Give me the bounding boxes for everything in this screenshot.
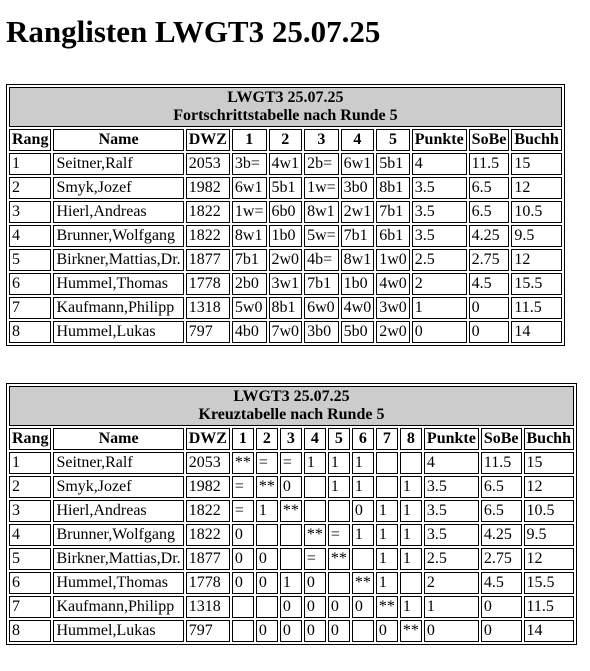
progress-table-cell: 5w= — [304, 225, 339, 247]
progress-table-cell: 1w= — [232, 201, 267, 223]
cross-table-cell: 15.5 — [524, 572, 574, 594]
cross-table-cell: 0 — [280, 596, 302, 618]
progress-table-subtitle: Fortschrittstabelle nach Runde 5 — [173, 107, 398, 124]
progress-table-row — [9, 249, 562, 271]
progress-table-cell: 6w0 — [304, 297, 339, 319]
cross-table-cell: Kaufmann,Philipp — [53, 596, 183, 618]
cross-table-cell: 2 — [9, 476, 51, 498]
progress-table-cell: 4 — [9, 225, 51, 247]
cross-table-cell: Hummel,Thomas — [53, 572, 183, 594]
cross-table-header-cell: Punkte — [424, 428, 479, 450]
progress-table-cell: 1318 — [186, 297, 230, 319]
cross-table-cell: 8 — [9, 620, 51, 642]
progress-table-header-cell: Punkte — [412, 129, 467, 151]
cross-table-cell: 1 — [256, 500, 278, 522]
progress-table-cell: 7w0 — [269, 321, 303, 343]
cross-table-cell: 0 — [304, 572, 326, 594]
cross-table-cell: 3 — [9, 500, 51, 522]
cross-table-cell: Smyk,Jozef — [53, 476, 183, 498]
progress-table-cell: 2b= — [304, 153, 339, 175]
cross-table-row — [9, 452, 574, 474]
cross-table-cell: 0 — [256, 548, 278, 570]
progress-table-header-cell: 1 — [232, 129, 267, 151]
progress-table-cell: 8b1 — [376, 177, 410, 199]
progress-table-cell: 2.5 — [412, 249, 467, 271]
progress-table-cell: 11.5 — [511, 297, 561, 319]
progress-table-header-cell: Name — [53, 129, 183, 151]
progress-table-cell: 8w1 — [341, 249, 375, 271]
cross-table-cell: 1 — [400, 524, 422, 546]
cross-table-row — [9, 572, 574, 594]
cross-table-row — [9, 596, 574, 618]
cross-table-cell: 0 — [328, 620, 350, 642]
cross-table-cell — [352, 548, 374, 570]
cross-table-cell: 5 — [9, 548, 51, 570]
progress-table-cell: 1w0 — [376, 249, 410, 271]
progress-table-caption-row — [9, 87, 562, 127]
cross-table-cell: 1 — [376, 500, 398, 522]
cross-table-cell: 1318 — [186, 596, 230, 618]
cross-table-header-cell: DWZ — [186, 428, 230, 450]
cross-table-cell: = — [280, 452, 302, 474]
cross-table-subtitle: Kreuztabelle nach Runde 5 — [198, 406, 385, 423]
cross-table-cell: Hierl,Andreas — [53, 500, 183, 522]
cross-table-cell: 1 — [400, 476, 422, 498]
progress-table-row — [9, 201, 562, 223]
cross-table-cell: 1877 — [186, 548, 230, 570]
progress-table-cell: 15 — [511, 153, 561, 175]
progress-table-cell: 3.5 — [412, 201, 467, 223]
cross-table-cell: 6.5 — [481, 500, 522, 522]
progress-table-cell: 2.75 — [469, 249, 510, 271]
cross-table-cell: ** — [232, 452, 254, 474]
progress-table-cell: 5b0 — [341, 321, 375, 343]
cross-table-cell: 0 — [280, 476, 302, 498]
cross-table-cell: Seitner,Ralf — [53, 452, 183, 474]
cross-table-header-cell: 4 — [304, 428, 326, 450]
progress-table-cell: Birkner,Mattias,Dr. — [53, 249, 183, 271]
cross-table-cell: 1 — [352, 452, 374, 474]
progress-table-cell: 9.5 — [511, 225, 561, 247]
cross-table-cell: 0 — [376, 620, 398, 642]
progress-table-cell: 1b0 — [341, 273, 375, 295]
progress-table-cell: 0 — [412, 321, 467, 343]
cross-table-cell: 0 — [424, 620, 479, 642]
cross-table-cell — [304, 500, 326, 522]
cross-table-cell: 0 — [481, 620, 522, 642]
cross-table-cell: 0 — [352, 596, 374, 618]
progress-table-row — [9, 321, 562, 343]
progress-table-cell: 3w1 — [269, 273, 303, 295]
progress-table-cell: 3.5 — [412, 177, 467, 199]
cross-table-cell: 0 — [232, 572, 254, 594]
progress-table-cell: 2 — [9, 177, 51, 199]
cross-table-body — [9, 452, 574, 642]
cross-table-cell: 6 — [9, 572, 51, 594]
cross-table-header-cell: 5 — [328, 428, 350, 450]
cross-table-cell: 4.5 — [481, 572, 522, 594]
progress-table-cell: 5 — [9, 249, 51, 271]
cross-table-cell: 1 — [280, 572, 302, 594]
cross-table-cell: 7 — [9, 596, 51, 618]
progress-table-header-cell: 3 — [304, 129, 339, 151]
cross-table-caption-row — [9, 386, 574, 426]
cross-table-cell: ** — [280, 500, 302, 522]
cross-table-cell: 1982 — [186, 476, 230, 498]
cross-table-cell — [376, 452, 398, 474]
progress-table-header-cell: SoBe — [469, 129, 510, 151]
progress-table-body — [9, 153, 562, 343]
cross-table-cell: ** — [352, 572, 374, 594]
cross-table-cell — [256, 524, 278, 546]
cross-table-header-cell: 7 — [376, 428, 398, 450]
progress-table-cell: 1 — [412, 297, 467, 319]
cross-table-cell: 15 — [524, 452, 574, 474]
cross-table-cell — [304, 476, 326, 498]
cross-table-cell: 0 — [304, 620, 326, 642]
progress-table-cell: 0 — [469, 297, 510, 319]
cross-table-cell: 4.25 — [481, 524, 522, 546]
cross-table-cell: 1 — [328, 452, 350, 474]
cross-table-cell — [280, 548, 302, 570]
progress-table-cell: 6w1 — [232, 177, 267, 199]
cross-table-cell: Brunner,Wolfgang — [53, 524, 183, 546]
cross-table-cell: ** — [328, 548, 350, 570]
cross-table-header-cell: 3 — [280, 428, 302, 450]
cross-table-cell: 1 — [400, 596, 422, 618]
cross-table-cell: ** — [400, 620, 422, 642]
progress-table-cell: 1b0 — [269, 225, 303, 247]
cross-table-row — [9, 548, 574, 570]
progress-table-row — [9, 273, 562, 295]
cross-table-cell: 3.5 — [424, 476, 479, 498]
cross-table-title: LWGT3 25.07.25 — [233, 388, 350, 405]
progress-table-cell: 4w0 — [376, 273, 410, 295]
progress-table-cell: 2w0 — [376, 321, 410, 343]
progress-table-cell: 4 — [412, 153, 467, 175]
progress-table-cell: 6b0 — [269, 201, 303, 223]
cross-table-cell — [232, 596, 254, 618]
cross-table-cell: = — [232, 500, 254, 522]
progress-table-cell: 6w1 — [341, 153, 375, 175]
cross-table-cell: ** — [376, 596, 398, 618]
progress-table-cell: 1877 — [186, 249, 230, 271]
progress-table-cell: 4b= — [304, 249, 339, 271]
cross-table — [6, 383, 577, 645]
cross-table-cell: = — [232, 476, 254, 498]
cross-table-cell: 1778 — [186, 572, 230, 594]
progress-table-cell: 3b0 — [341, 177, 375, 199]
cross-table-header-cell: Rang — [9, 428, 51, 450]
cross-table-cell: 1 — [328, 476, 350, 498]
cross-table-cell: 6.5 — [481, 476, 522, 498]
progress-table-cell: 6.5 — [469, 177, 510, 199]
cross-table-cell — [256, 596, 278, 618]
cross-table-cell — [328, 572, 350, 594]
progress-table-header-cell: Rang — [9, 129, 51, 151]
progress-table-cell: 8w1 — [232, 225, 267, 247]
progress-table-cell: 1822 — [186, 225, 230, 247]
cross-table-cell: 2 — [424, 572, 479, 594]
cross-table-cell: 1822 — [186, 500, 230, 522]
progress-table-cell: 7b1 — [341, 225, 375, 247]
progress-table-cell: 2b0 — [232, 273, 267, 295]
cross-table-cell: 1 — [376, 548, 398, 570]
progress-table-cell: 2 — [412, 273, 467, 295]
cross-table-cell: 0 — [481, 596, 522, 618]
progress-table-cell: 3b0 — [304, 321, 339, 343]
cross-table-cell: 1 — [424, 596, 479, 618]
progress-table-cell: Hummel,Lukas — [53, 321, 183, 343]
progress-table-cell: 2w0 — [269, 249, 303, 271]
cross-table-cell: 1 — [352, 476, 374, 498]
progress-table-row — [9, 153, 562, 175]
cross-table-cell: 2.5 — [424, 548, 479, 570]
cross-table-cell — [400, 572, 422, 594]
cross-table-cell: 4 — [9, 524, 51, 546]
cross-table-cell: 1 — [376, 524, 398, 546]
cross-table-cell: 0 — [256, 620, 278, 642]
progress-table-cell: 3 — [9, 201, 51, 223]
progress-table-title: LWGT3 25.07.25 — [227, 89, 344, 106]
cross-table-cell: 797 — [186, 620, 230, 642]
progress-table-cell: 6b1 — [376, 225, 410, 247]
progress-table-cell: Hierl,Andreas — [53, 201, 183, 223]
progress-table-cell: 2w1 — [341, 201, 375, 223]
cross-table-cell: 1822 — [186, 524, 230, 546]
cross-table-header-cell: Buchh — [524, 428, 574, 450]
progress-table-row — [9, 177, 562, 199]
progress-table-cell: 7b1 — [376, 201, 410, 223]
progress-table-cell: 797 — [186, 321, 230, 343]
progress-table-header-row — [9, 129, 562, 151]
progress-table-cell: 1w= — [304, 177, 339, 199]
cross-table-header-cell: 2 — [256, 428, 278, 450]
progress-table-cell: 4b0 — [232, 321, 267, 343]
progress-table-cell: 8w1 — [304, 201, 339, 223]
progress-table-header-cell: Buchh — [511, 129, 561, 151]
cross-table-header-cell: SoBe — [481, 428, 522, 450]
progress-table-cell: 1778 — [186, 273, 230, 295]
cross-table-cell: 2.75 — [481, 548, 522, 570]
cross-table-header-cell: Name — [53, 428, 183, 450]
progress-table-cell: 12 — [511, 177, 561, 199]
cross-table-cell — [280, 524, 302, 546]
cross-table-cell: ** — [304, 524, 326, 546]
progress-table-cell: 1 — [9, 153, 51, 175]
cross-table-cell: 0 — [328, 596, 350, 618]
progress-table-caption — [9, 87, 562, 127]
progress-table-cell: 8 — [9, 321, 51, 343]
cross-table-header-row — [9, 428, 574, 450]
progress-table-cell: 3b= — [232, 153, 267, 175]
progress-table-header-cell: 4 — [341, 129, 375, 151]
progress-table-cell: 5b1 — [376, 153, 410, 175]
cross-table-cell: 0 — [304, 596, 326, 618]
progress-table-cell: 4w0 — [341, 297, 375, 319]
cross-table-row — [9, 476, 574, 498]
cross-table-cell: 1 — [352, 524, 374, 546]
cross-table-cell: 1 — [304, 452, 326, 474]
cross-table-cell: = — [256, 452, 278, 474]
progress-table-cell: 3.5 — [412, 225, 467, 247]
cross-table-cell: 9.5 — [524, 524, 574, 546]
cross-table-cell — [376, 476, 398, 498]
cross-table-cell: 12 — [524, 548, 574, 570]
cross-table-row — [9, 620, 574, 642]
cross-table-cell: 3.5 — [424, 524, 479, 546]
cross-table-cell — [328, 500, 350, 522]
page-title: Ranglisten LWGT3 25.07.25 — [6, 14, 381, 49]
cross-table-cell: Hummel,Lukas — [53, 620, 183, 642]
cross-table-cell: 3.5 — [424, 500, 479, 522]
progress-table-cell: 4.5 — [469, 273, 510, 295]
cross-table-cell: 0 — [232, 548, 254, 570]
progress-table-cell: 12 — [511, 249, 561, 271]
cross-table-cell: 14 — [524, 620, 574, 642]
cross-table-cell — [352, 620, 374, 642]
progress-table-header-cell: 2 — [269, 129, 303, 151]
progress-table-cell: 11.5 — [469, 153, 510, 175]
cross-table-cell: 0 — [280, 620, 302, 642]
progress-table-cell: 1822 — [186, 201, 230, 223]
cross-table-cell: 0 — [352, 500, 374, 522]
progress-table-cell: 8b1 — [269, 297, 303, 319]
cross-table-cell — [232, 620, 254, 642]
progress-table-cell: 4w1 — [269, 153, 303, 175]
cross-table-cell: 2053 — [186, 452, 230, 474]
cross-table-header-cell: 6 — [352, 428, 374, 450]
cross-table-cell: 11.5 — [481, 452, 522, 474]
progress-table-cell: 4.25 — [469, 225, 510, 247]
progress-table-cell: Brunner,Wolfgang — [53, 225, 183, 247]
cross-table-cell: 12 — [524, 476, 574, 498]
cross-table-cell: 0 — [256, 572, 278, 594]
cross-table-cell: 0 — [232, 524, 254, 546]
progress-table-cell: 6.5 — [469, 201, 510, 223]
cross-table-cell: Birkner,Mattias,Dr. — [53, 548, 183, 570]
cross-table-cell: 1 — [9, 452, 51, 474]
cross-table-header-cell: 8 — [400, 428, 422, 450]
progress-table-cell: 2053 — [186, 153, 230, 175]
cross-table-cell: 1 — [376, 572, 398, 594]
cross-table-cell: = — [328, 524, 350, 546]
progress-table — [6, 84, 565, 346]
progress-table-cell: 10.5 — [511, 201, 561, 223]
cross-table-cell: = — [304, 548, 326, 570]
cross-table-caption — [9, 386, 574, 426]
cross-table-header-cell: 1 — [232, 428, 254, 450]
progress-table-cell: 7b1 — [304, 273, 339, 295]
progress-table-cell: 14 — [511, 321, 561, 343]
progress-table-cell: Hummel,Thomas — [53, 273, 183, 295]
progress-table-cell: 0 — [469, 321, 510, 343]
progress-table-cell: Kaufmann,Philipp — [53, 297, 183, 319]
progress-table-header-cell: 5 — [376, 129, 410, 151]
progress-table-cell: 15.5 — [511, 273, 561, 295]
progress-table-cell: 7 — [9, 297, 51, 319]
progress-table-cell: Seitner,Ralf — [53, 153, 183, 175]
cross-table-cell: 10.5 — [524, 500, 574, 522]
cross-table-row — [9, 524, 574, 546]
cross-table-cell: ** — [256, 476, 278, 498]
progress-table-cell: 5w0 — [232, 297, 267, 319]
progress-table-header-cell: DWZ — [186, 129, 230, 151]
cross-table-cell: 1 — [400, 548, 422, 570]
cross-table-cell: 1 — [400, 500, 422, 522]
progress-table-cell: 1982 — [186, 177, 230, 199]
progress-table-cell: 7b1 — [232, 249, 267, 271]
progress-table-cell: Smyk,Jozef — [53, 177, 183, 199]
cross-table-cell — [400, 452, 422, 474]
cross-table-cell: 11.5 — [524, 596, 574, 618]
cross-table-cell: 4 — [424, 452, 479, 474]
progress-table-row — [9, 225, 562, 247]
progress-table-cell: 6 — [9, 273, 51, 295]
progress-table-cell: 3w0 — [376, 297, 410, 319]
cross-table-row — [9, 500, 574, 522]
progress-table-row — [9, 297, 562, 319]
progress-table-cell: 5b1 — [269, 177, 303, 199]
